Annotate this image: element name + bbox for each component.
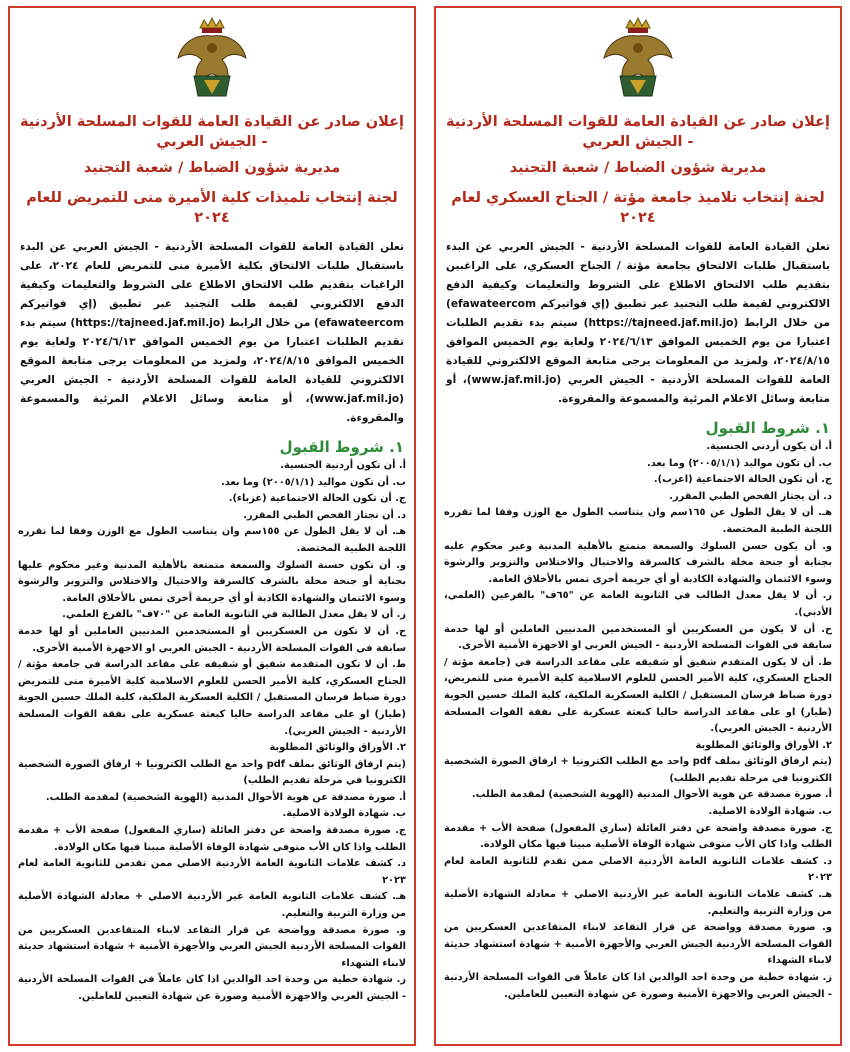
- list-item: هـ. كشف علامات الثانوية العامة غير الأردنية الاصلي + معادلة الشهادة الأصلية من وزارة التربية والتعليم.: [18, 891, 406, 920]
- list-item: ٢. الأوراق والوثائق المطلوبة: [695, 739, 832, 751]
- list-item: أ. أن يكون أردني الجنسية.: [706, 441, 832, 452]
- announcement-title: إعلان صادر عن القيادة العامة للقوات المسلحة الأردنية - الجيش العربي: [19, 114, 405, 150]
- list-item: (يتم ارفاق الوثائق بملف pdf واحد مع الطلب الكترونيا + ارفاق الصورة الشخصية الكترونيا في مرحلة تقديم الطلب): [444, 756, 832, 784]
- announcement-title: إعلان صادر عن القيادة العامة للقوات المسلحة الأردنية - الجيش العربي: [445, 114, 831, 150]
- list-item: ب. أن تكون مواليد (٢٠٠٥/١/١) وما بعد.: [221, 476, 406, 488]
- list-item: ٢. الأوراق والوثائق المطلوبة: [269, 742, 406, 754]
- announcement-nursing: [8, 6, 416, 1046]
- list-item: ط. أن لا تكون المتقدمة شقيق أو شقيقه على مقاعد الدراسة في جامعة مؤتة / الجناح العسكري، كلية الأمير الحسن للعلوم الاسلامية كلية الأميرة منى للتمريض دورة ضباط فرسان المستقبل / الكلية العسكرية الملكية، كلية الملك حسين الجوية (طيار) او على مقاعد الدراسة حاليا كبعثة عسكرية على نفقة القوات المسلحة الأردنية - الجيش العربي).: [18, 659, 406, 737]
- list-item: هـ. أن لا يقل الطول عن ١٥٥سم وان يتناسب الطول مع الوزن وفقا لما تقرره اللجنة الطبية المختصة.: [18, 526, 406, 554]
- list-item: و. أن يكون حسن السلوك والسمعة متمتع بالأهلية المدنية وغير محكوم عليه بجناية أو جنحة مخلة بالشرف كالسرقة والاحتيال والاختلاس والتزوير والرشوة وسوء الائتمان والشهادة الكاذبة أو أي جريمة أخرى تمس بالأخلاق العامة.: [444, 540, 832, 585]
- list-item: ج. أن تكون الحالة الاجتماعية (اعزب).: [653, 474, 832, 486]
- conditions-list: [444, 439, 832, 1003]
- section-heading: ١. شروط القبول: [279, 438, 404, 456]
- jaf-crest-icon: [176, 16, 248, 102]
- list-item: ج. صورة مصدقة واضحة عن دفتر العائلة (ساري المفعول) صفحة الأب + مقدمة الطلب واذا كان الأب متوفى شهادة الوفاة الأصلية مبينا فيها مكان الولادة.: [444, 822, 832, 851]
- list-item: أ. صورة مصدقة عن هوية الأحوال المدنية (الهوية الشخصية) لمقدمة الطلب.: [471, 789, 832, 801]
- list-item: ط. أن لا يكون المتقدم شقيق أو شقيقه على مقاعد الدراسة في (جامعة مؤتة / الجناح العسكري، كلية الأمير الحسن للعلوم الاسلامية كلية الأميرة منى للتمريض، دورة ضباط فرسان المستقبل / الكلية العسكرية الملكية، كلية الملك حسين الجوية (طيار) او على مقاعد الدراسة حاليا كبعثة عسكرية على نفقة القوات المسلحة الأردنية - الجيش العربي).: [444, 656, 832, 735]
- list-item: أ. صورة مصدقة عن هوية الأحوال المدنية (الهوية الشخصية) لمقدمة الطلب.: [45, 791, 406, 803]
- list-item: و. أن تكون حسنة السلوك والسمعة متمتعة بالأهلية المدنية وغير محكوم عليها بجناية أو جنحة مخلة بالشرف كالسرقة والاحتيال والاختلاس والتزوير والرشوة وسوء الائتمان والشهادة الكاذبة أو أي جريمة أخرى تمس بالأخلاق العامة.: [18, 559, 406, 604]
- list-item: هـ. كشف علامات الثانوية العامة غير الأردنية الاصلي + معادلة الشهادة الأصلية من وزارة التربية والتعليم.: [444, 889, 832, 917]
- list-item: ب. شهادة الولادة الاصلية.: [708, 806, 832, 818]
- list-item: ز. أن لا يقل معدل الطالب في الثانوية العامة عن "٦٥ف" بالفرعين (العلمي، الأدبي).: [444, 590, 832, 618]
- section-heading: ١. شروط القبول: [705, 419, 830, 437]
- list-item: ب. شهادة الولادة الاصلية.: [282, 808, 406, 820]
- list-item: ج. أن تكون الحالة الاجتماعية (عزباء).: [228, 493, 406, 505]
- list-item: ز. شهادة خطية من وحدة احد الوالدين اذا كان عاملاً في القوات المسلحة الأردنية - الجيش العربي والاجهزة الأمنية وصورة عن شهادة التعيين للعاملين.: [18, 974, 406, 1002]
- list-item: ز. أن لا يقل معدل الطالبة في الثانوية العامة عن "٧٠ف" بالفرع العلمي.: [62, 609, 406, 621]
- announcement-muta: [434, 6, 842, 1046]
- conditions-list: [18, 458, 406, 1006]
- committee-title: لجنة إنتخاب تلاميذ جامعة مؤتة / الجناح العسكري لعام ٢٠٢٤: [451, 190, 825, 226]
- list-item: د. أن تجتاز الفحص الطبي المقرر.: [243, 509, 406, 521]
- directorate-title: مديرية شؤون الضباط / شعبة التجنيد: [509, 160, 767, 176]
- list-item: ج. صورة مصدقة واضحة عن دفتر العائلة (ساري المفعول) صفحة الأب + مقدمة الطلب واذا كان الأب متوفى شهادة الوفاة الأصلية مبينا فيها مكان الولادة.: [18, 825, 406, 853]
- list-item: و. صورة مصدقة وواضحة عن قرار التقاعد لابناء المتقاعدين العسكريين من القوات المسلحة الأردنية الجيش العربي والأجهزة الأمنية + شهادة استشهاد حديثة لابناء الشهداء: [18, 924, 406, 969]
- jaf-crest-icon: [602, 16, 674, 102]
- list-item: (يتم ارفاق الوثائق بملف pdf واحد مع الطلب الكترونيا + ارفاق الصورة الشخصية الكترونيا في مرحلة تقديم الطلب): [18, 758, 406, 787]
- list-item: أ. أن تكون أردنية الجنسية.: [280, 460, 406, 471]
- directorate-title: مديرية شؤون الضباط / شعبة التجنيد: [83, 160, 341, 176]
- intro-paragraph: تعلن القيادة العامة للقوات المسلحة الأردنية - الجيش العربي عن البدء باستقبال طلبات الالتحاق بكلية الأميرة منى للتمريض للعام ٢٠٢٤، على الراغبات بتقديم طلب الالتحاق الاطلاع على الشروط والتعليمات وكيفية الدفع الالكتروني لقيمة طلب التجنيد عبر تطبيق (إي فواتيركم efawateercom) من خلال الرابط (https://tajneed.jaf.mil.jo) سيتم بدء تقديم الطلبات اعتبارا من يوم الخميس الموافق ٢٠٢٤/٦/١٣ ولغاية يوم الخميس الموافق ٢٠٢٤/٨/١٥، ولمزيد من المعلومات يرجى متابعة الموقع الالكتروني للقيادة العامة للقوات المسلحة الأردنية - الجيش العربي (www.jaf.mil.jo)، أو متابعة وسائل الاعلام المرئية والمسموعة والمقروءة.: [20, 241, 405, 424]
- list-item: د. أن يجتاز الفحص الطبي المقرر.: [669, 490, 832, 502]
- list-item: د. كشف علامات الثانوية العامة الأردنية الاصلي ممن تقدم للثانوية العامة لعام ٢٠٢٣: [444, 855, 832, 884]
- list-item: ح. أن لا تكون من العسكريين أو المستخدمين المدنيين العاملين أو لها خدمة سابقة في القوات المسلحة الأردنية - الجيش العربي او الاجهزة الأمنية الأخرى.: [18, 625, 406, 654]
- list-item: هـ. أن لا يقل الطول عن ١٦٥سم وان يتناسب الطول مع الوزن وفقا لما تقرره اللجنة الطبية المختصة.: [444, 507, 832, 535]
- list-item: ح. أن لا يكون من العسكريين أو المستخدمين المدنيين العاملين أو لها خدمة سابقة في القوات المسلحة الأردنية - الجيش العربي او الاجهزة الأمنية الأخرى.: [444, 623, 832, 652]
- intro-paragraph: تعلن القيادة العامة للقوات المسلحة الأردنية - الجيش العربي عن البدء باستقبال طلبات الالتحاق بجامعة مؤتة / الجناح العسكري، على الراغبين بتقديم طلب الالتحاق الاطلاع على الشروط والتعليمات وكيفية الدفع الالكتروني لقيمة طلب التجنيد عبر تطبيق (إي فواتيركم efawateercom) من خلال الرابط (https://tajneed.jaf.mil.jo) سيتم بدء تقديم الطلبات اعتبارا من يوم الخميس الموافق ٢٠٢٤/٦/١٣ ولغاية يوم الخميس الموافق ٢٠٢٤/٨/١٥، ولمزيد من المعلومات يرجى متابعة الموقع الالكتروني للقيادة العامة للقوات المسلحة الأردنية - الجيش العربي (www.jaf.mil.jo)، أو متابعة وسائل الاعلام المرئية والمسموعة والمقروءة.: [446, 241, 830, 405]
- list-item: د. كشف علامات الثانوية العامة الأردنية الاصلي ممن تقدمن للثانوية العامة لعام ٢٠٢٣: [18, 858, 406, 886]
- committee-title: لجنة إنتخاب تلميذات كلية الأميرة منى للتمريض للعام ٢٠٢٤: [26, 190, 398, 226]
- list-item: ز. شهادة خطية من وحدة احد الوالدين اذا كان عاملاً في القوات المسلحة الأردنية - الجيش العربي والاجهزة الأمنية وصورة عن شهادة التعيين للعاملين.: [444, 972, 832, 1000]
- list-item: و. صورة مصدقة وواضحة عن قرار التقاعد لابناء المتقاعدين العسكريين من القوات المسلحة الأردنية الجيش العربي والأجهزة الأمنية + شهادة استشهاد حديثة لابناء الشهداء: [444, 922, 832, 967]
- list-item: ب. أن تكون مواليد (٢٠٠٥/١/١) وما بعد.: [647, 457, 832, 469]
